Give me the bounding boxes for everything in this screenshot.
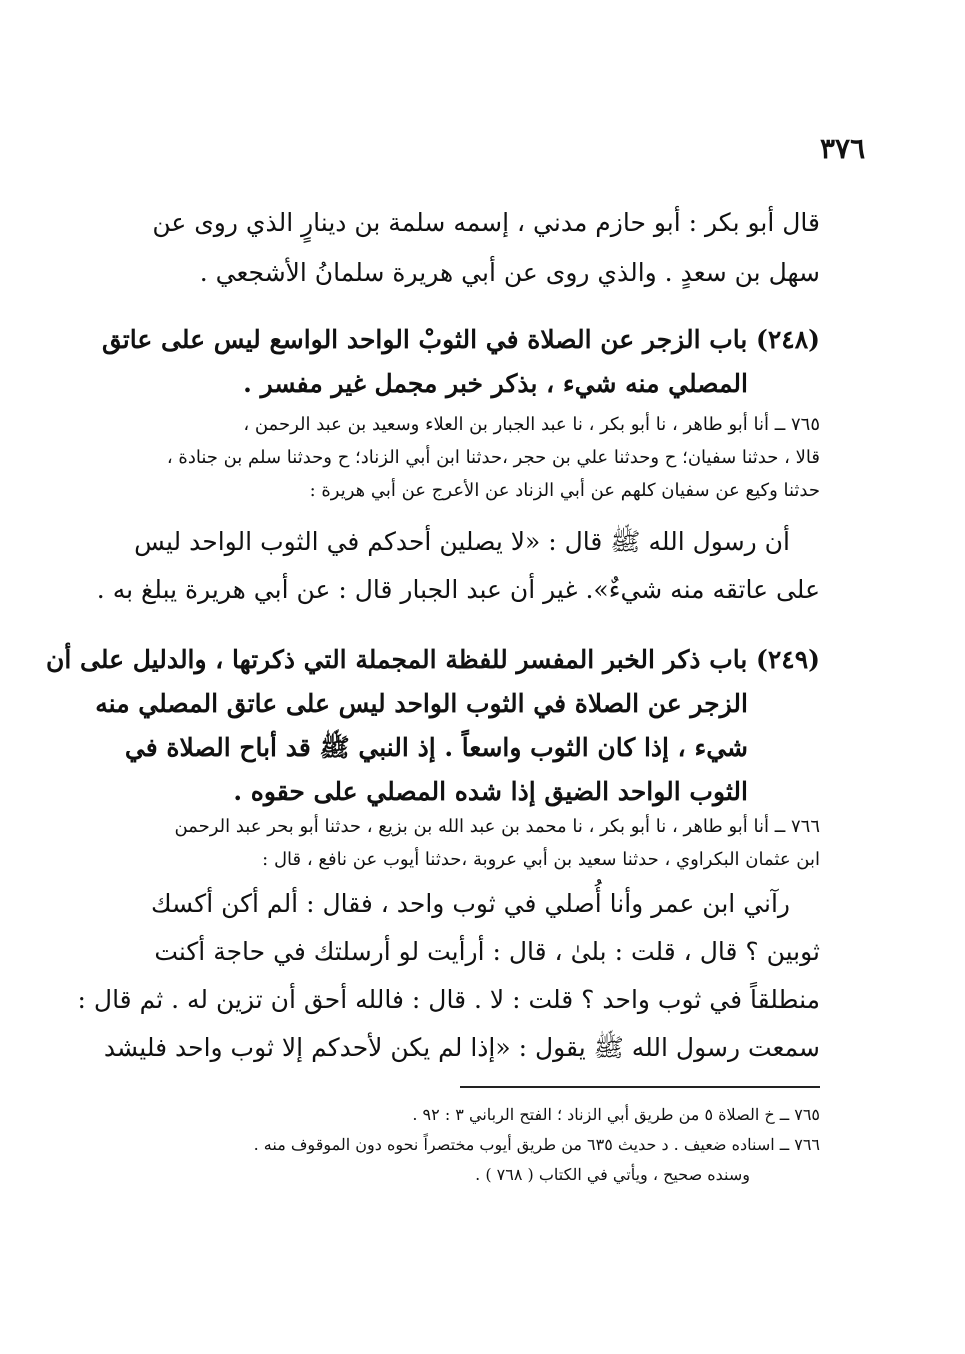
heading-line: الثوب الواحد الضيق إذا شده المصلي على حقوه . bbox=[233, 777, 748, 806]
matn-line: أن رسول الله ﷺ قال : «لا يصلين أحدكم في الثوب الواحد ليس bbox=[134, 527, 790, 556]
heading-line: المصلي منه شيء ، بذكر خبر مجمل غير مفسر . bbox=[243, 369, 748, 398]
isnad-line: ٧٦٥ ــ أنا أبو طاهر ، نا أبو بكر ، نا عبد الجبار بن العلاء وسعيد بن عبد الرحمن ، bbox=[243, 414, 820, 435]
isnad-line: قالا ، حدثنا سفيان؛ ح وحدثنا علي بن حجر ،حدثنا ابن أبي الزناد؛ ح وحدثنا سلم بن جنادة ، bbox=[166, 447, 820, 468]
footnotes bbox=[155, 1100, 820, 1190]
heading-line: (٢٤٨) باب الزجر عن الصلاة في الثوبْ الواحد الواسع ليس على عاتق bbox=[101, 325, 820, 354]
chapter-248-heading bbox=[101, 318, 820, 406]
footnote-line: ٧٦٦ ــ اسناده ضعيف . د حديث ٦٣٥ من طريق أيوب مختصراً نحوه دون الموقوف منه . bbox=[253, 1135, 820, 1154]
isnad-line: ابن عثمان البكراوي ، حدثنا سعيد بن أبي عروبة ،حدثنا أيوب عن نافع ، قال : bbox=[262, 849, 820, 870]
heading-line: شيء ، إذا كان الثوب واسعاً . إذ النبي ﷺ قد أباح الصلاة في bbox=[124, 733, 748, 762]
matn-line: ثوبين ؟ قال ، قلت : بلىٰ ، قال : أرأيت لو أرسلتك في حاجة أكنت bbox=[154, 937, 820, 966]
heading-line: الزجر عن الصلاة في الثوب الواحد ليس على عاتق المصلي منه bbox=[95, 689, 748, 718]
hadith-765-isnad bbox=[155, 408, 820, 507]
matn-line: منطلقاً في ثوب واحد ؟ قلت : لا . قال : فالله أحق أن تزين له . ثم قال : bbox=[77, 985, 820, 1014]
intro-line: قال أبو بكر : أبو حازم مدني ، إسمه سلمة بن دينارٍ الذي روى عن bbox=[152, 208, 820, 237]
intro-line: سهل بن سعدٍ . والذي روى عن أبي هريرة سلمانُ الأشجعي . bbox=[199, 258, 820, 287]
hadith-766-isnad bbox=[155, 810, 820, 876]
footnote-line: ٧٦٥ ــ خ الصلاة ٥ من طريق أبي الزناد ؛ الفتح الرباني ٣ : ٩٢ . bbox=[412, 1105, 820, 1124]
footnote-divider bbox=[460, 1086, 820, 1088]
footnote-line: وسنده صحيح ، ويأتي في الكتاب ( ٧٦٨ ) . bbox=[475, 1165, 750, 1184]
hadith-765-text bbox=[96, 518, 820, 614]
isnad-line: ٧٦٦ ــ أنا أبو طاهر ، نا أبو بكر ، نا محمد بن عبد الله بن بزيع ، حدثنا أبو بحر عبد الرحمن bbox=[174, 816, 820, 837]
matn-line: رآني ابن عمر وأنا أُصلي في ثوب واحد ، فقال : ألم أكن أكسك bbox=[150, 889, 790, 918]
hadith-766-text bbox=[77, 880, 820, 1072]
page-number: ٣٧٦ bbox=[820, 132, 866, 165]
matn-line: على عاتقه منه شيءٌ». غير أن عبد الجبار قال : عن أبي هريرة يبلغ به . bbox=[96, 575, 820, 604]
heading-line: (٢٤٩) باب ذكر الخبر المفسر للفظة المجملة التي ذكرتها ، والدليل على أن bbox=[45, 645, 820, 674]
intro-paragraph bbox=[152, 198, 820, 298]
matn-line: سمعت رسول الله ﷺ يقول : «إذا لم يكن لأحدكم إلا ثوب واحد فليشد bbox=[103, 1033, 820, 1062]
isnad-line: حدثنا وكيع عن سفيان كلهم عن أبي الزناد عن الأعرج عن أبي هريرة : bbox=[309, 480, 820, 501]
chapter-249-heading bbox=[45, 638, 820, 814]
